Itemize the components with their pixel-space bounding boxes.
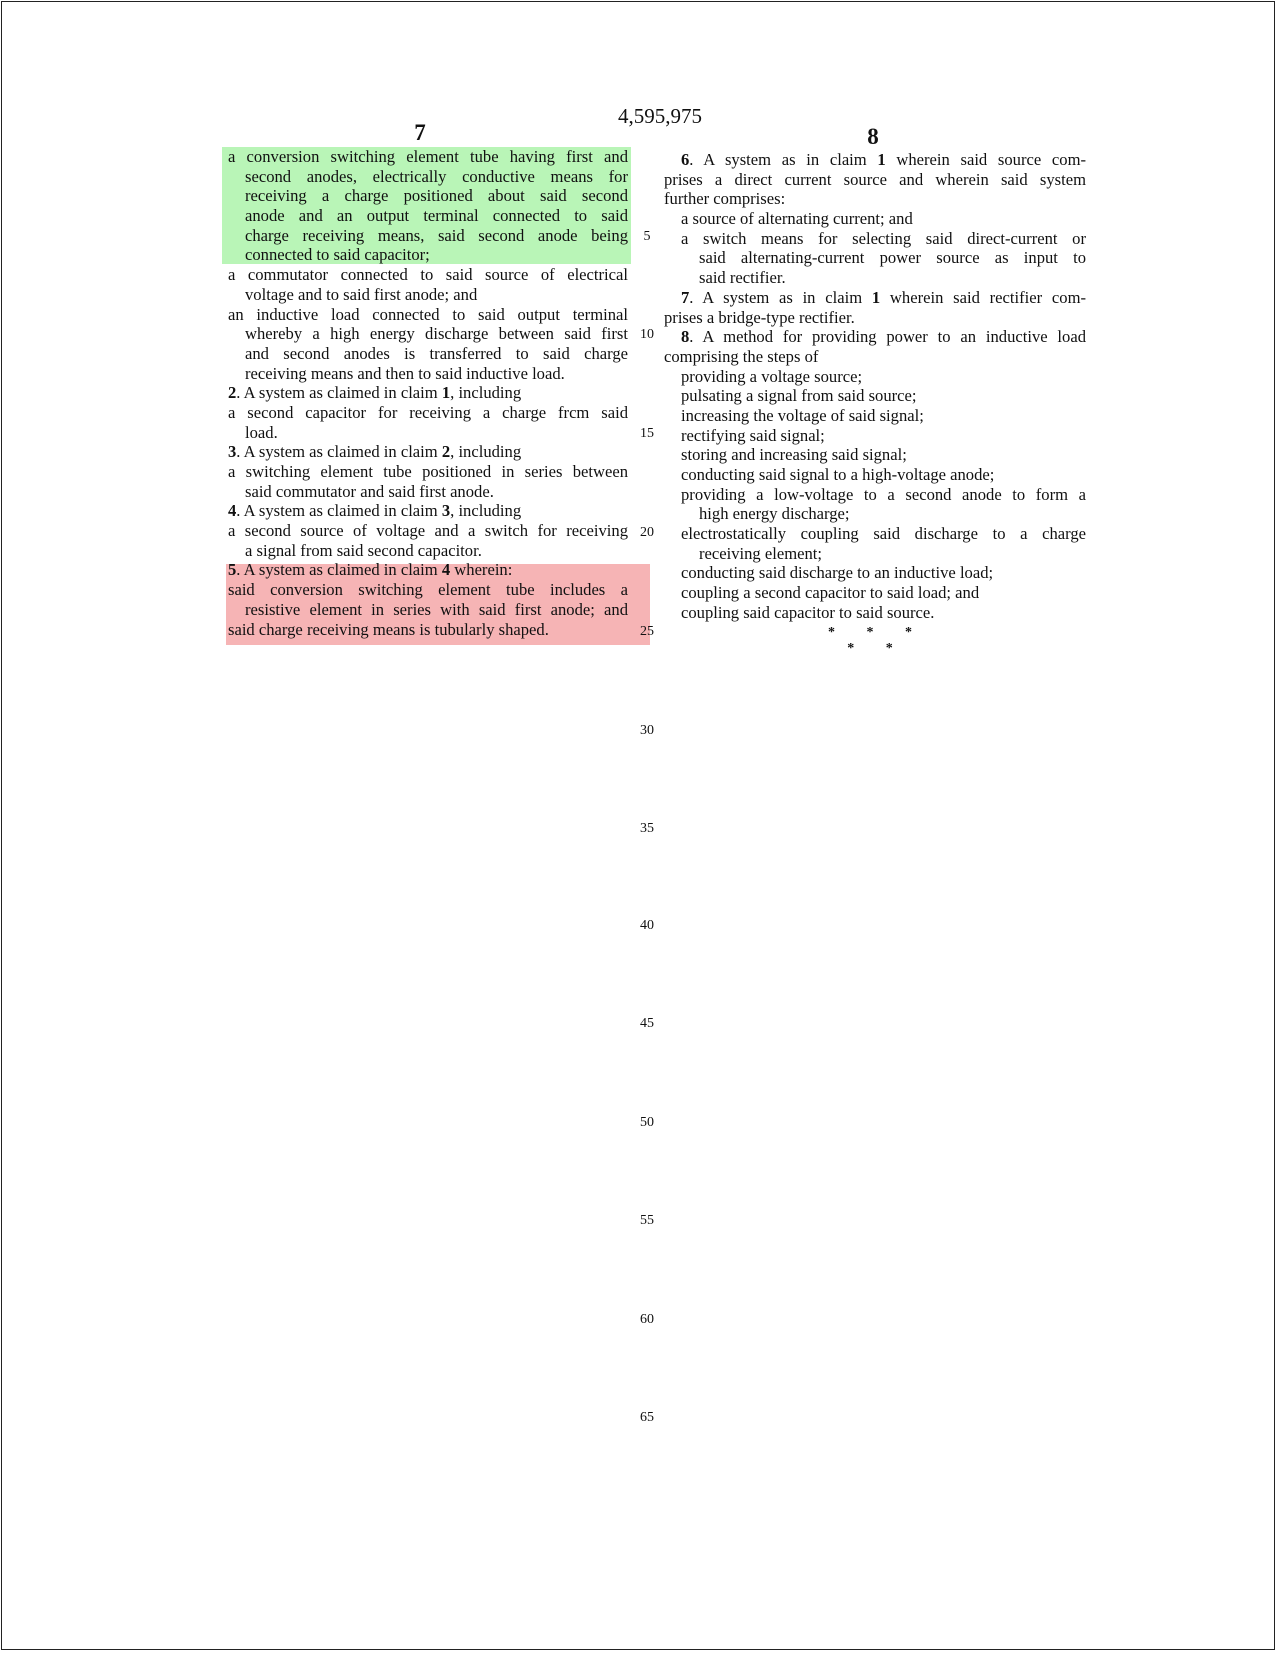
line-marker-20: 20: [640, 525, 654, 540]
text-line: said commutator and said first anode.: [245, 481, 494, 501]
claim-2-heading: 2. A system as claimed in claim 1, including: [228, 383, 522, 403]
text-line: high energy discharge;: [699, 504, 850, 524]
line-marker-45: 45: [640, 1016, 654, 1031]
text-line: receiving element;: [699, 543, 823, 563]
column-number-left: 7: [414, 120, 426, 145]
text-line: said charge receiving means is tubularly shaped.: [228, 619, 549, 639]
text-line: whereby a high energy discharge between said first: [245, 324, 628, 344]
text-line: a conversion switching element tube having first and: [228, 147, 628, 166]
patent-number: 4,595,975: [618, 104, 702, 128]
text-line: a commutator connected to said source of electrical: [228, 265, 628, 285]
text-line: a source of alternating current; and: [681, 209, 913, 229]
text-line: said rectifier.: [699, 268, 786, 288]
text-line: pulsating a signal from said source;: [681, 386, 917, 406]
text-line: coupling said capacitor to said source.: [681, 602, 935, 622]
end-mark: * * * * *: [828, 625, 926, 656]
line-marker-55: 55: [640, 1213, 654, 1228]
text-line: comprising the steps of: [664, 346, 819, 366]
text-line: a second capacitor for receiving a charge frcm said: [228, 402, 628, 422]
line-marker-25: 25: [640, 624, 654, 639]
claim-6-heading: 6. A system as in claim 1 wherein said source com-: [681, 150, 1087, 169]
text-line: a switching element tube positioned in series between: [228, 462, 628, 481]
line-marker-5: 5: [643, 229, 651, 244]
claim-3-heading: 3. A system as claimed in claim 2, including: [228, 442, 522, 462]
text-line: second anodes, electrically conductive means for: [245, 166, 628, 186]
text-line: and second anodes is transferred to said charge: [245, 343, 628, 363]
text-line: receiving means and then to said inductive load.: [245, 363, 565, 383]
text-line: a switch means for selecting said direct-current or: [681, 228, 1086, 248]
claim-7-heading: 7. A system as in claim 1 wherein said rectifier com-: [681, 287, 1087, 307]
text-line: load.: [245, 422, 278, 442]
text-line: voltage and to said first anode; and: [245, 284, 478, 304]
line-marker-35: 35: [640, 821, 654, 836]
text-line: storing and increasing said signal;: [681, 445, 907, 465]
claim-4-heading: 4. A system as claimed in claim 3, including: [228, 501, 522, 521]
text-line: charge receiving means, said second anode being: [245, 225, 628, 245]
text-line: rectifying said signal;: [681, 425, 825, 445]
text-line: conducting said signal to a high-voltage anode;: [681, 465, 995, 484]
line-marker-60: 60: [640, 1312, 654, 1327]
line-marker-10: 10: [640, 327, 654, 342]
line-marker-40: 40: [640, 918, 654, 933]
text-line: a second source of voltage and a switch for receiving: [228, 521, 628, 541]
text-line: connected to said capacitor;: [245, 245, 430, 265]
text-line: a signal from said second capacitor.: [245, 540, 482, 560]
text-line: said conversion switching element tube includes a: [228, 580, 628, 600]
text-line: electrostatically coupling said discharge to a charge: [681, 524, 1086, 544]
text-line: further comprises:: [664, 189, 786, 209]
line-marker-30: 30: [640, 723, 654, 738]
text-line: prises a bridge-type rectifier.: [664, 307, 855, 327]
right-column: [664, 150, 1086, 623]
line-marker-15: 15: [640, 426, 654, 441]
text-line: anode and an output terminal connected to said: [245, 206, 628, 226]
line-marker-65: 65: [640, 1410, 654, 1425]
text-line: coupling a second capacitor to said load; and: [681, 583, 980, 603]
text-line: providing a low-voltage to a second anode to form a: [681, 484, 1086, 504]
text-line: an inductive load connected to said output terminal: [228, 304, 628, 324]
left-column: [228, 147, 628, 639]
text-line: prises a direct current source and wherein said system: [664, 169, 1086, 189]
claim-8-heading: 8. A method for providing power to an inductive load: [681, 327, 1086, 347]
text-line: resistive element in series with said first anode; and: [245, 599, 628, 619]
text-line: increasing the voltage of said signal;: [681, 405, 924, 425]
text-line: said alternating-current power source as input to: [699, 248, 1086, 268]
column-number-right: 8: [867, 124, 879, 149]
line-marker-50: 50: [640, 1115, 654, 1130]
text-line: receiving a charge positioned about said second: [245, 186, 628, 206]
text-line: conducting said discharge to an inductive load;: [681, 563, 994, 583]
claim-5-heading: 5. A system as claimed in claim 4 wherein:: [228, 560, 513, 580]
text-line: providing a voltage source;: [681, 366, 863, 386]
